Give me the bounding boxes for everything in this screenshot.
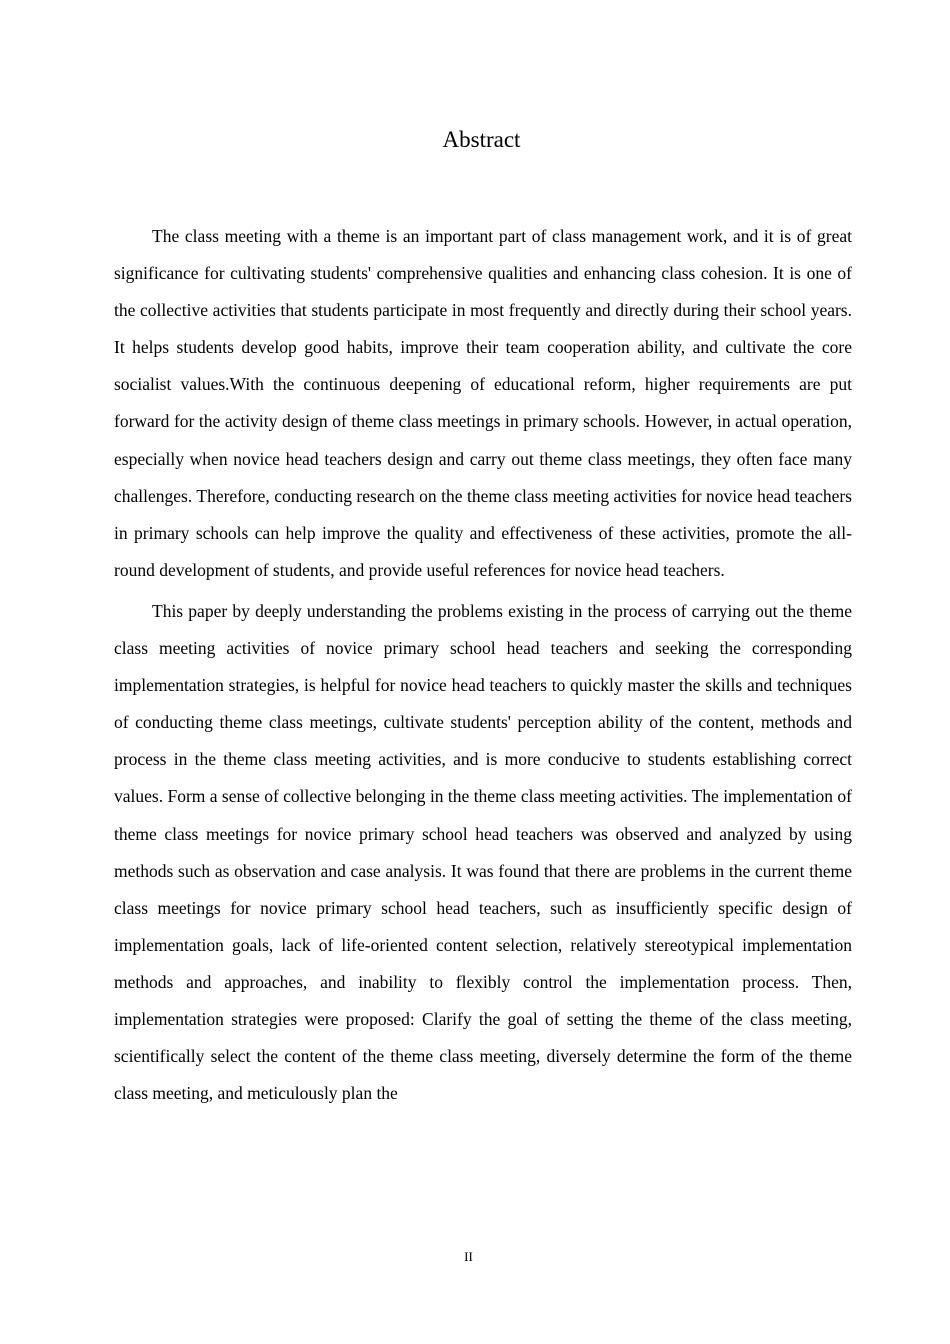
abstract-title: Abstract (442, 127, 521, 152)
abstract-paragraph-1: The class meeting with a theme is an important part of class management work, and it is of great significance for cultivating students' comprehensive qualities and enhancing class cohesion. It is one of the collective activities that students participate in most frequently and directly during their school years. It helps students develop good habits, improve their team cooperation ability, and cultivate the core socialist values.With the continuous deepening of educational reform, higher requirements are put forward for the activity design of theme class meetings in primary schools. However, in actual operation, especially when novice head teachers design and carry out theme class meetings, they often face many challenges. Therefore, conducting research on the theme class meeting activities for novice head teachers in primary schools can help improve the quality and effectiveness of these activities, promote the all-round development of students, and provide useful references for novice head teachers. (114, 226, 852, 580)
page-number: II (464, 1249, 473, 1264)
abstract-body (114, 218, 852, 1112)
abstract-paragraph-2: This paper by deeply understanding the problems existing in the process of carrying out the theme class meeting activities of novice primary school head teachers and seeking the corresponding implementation strategies, is helpful for novice head teachers to quickly master the skills and techniques of conducting theme class meetings, cultivate students' perception ability of the content, methods and process in the theme class meeting activities, and is more conducive to students establishing correct values. Form a sense of collective belonging in the theme class meeting activities. The implementation of theme class meetings for novice primary school head teachers was observed and analyzed by using methods such as observation and case analysis. It was found that there are problems in the current theme class meetings for novice primary school head teachers, such as insufficiently specific design of implementation goals, lack of life-oriented content selection, relatively stereotypical implementation methods and approaches, and inability to flexibly control the implementation process. Then, implementation strategies were proposed: Clarify the goal of setting the theme of the class meeting, scientifically select the content of the theme class meeting, diversely determine the form of the theme class meeting, and meticulously plan the (114, 600, 852, 1104)
